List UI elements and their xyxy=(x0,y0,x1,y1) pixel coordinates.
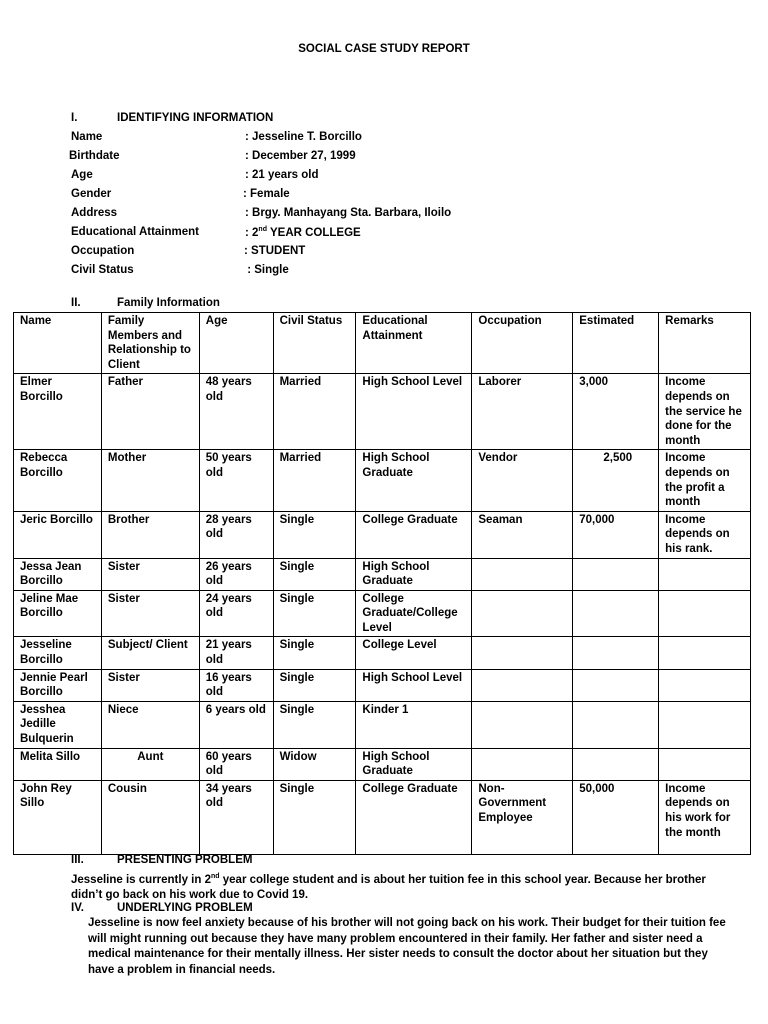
table-row xyxy=(14,780,751,854)
cell-remarks xyxy=(659,558,751,590)
cell-name: Jesshea Jedille Bulquerin xyxy=(14,701,102,748)
cell-relation: Cousin xyxy=(101,780,199,854)
cell-estimated xyxy=(573,748,659,780)
cell-education: High School Graduate xyxy=(356,748,472,780)
cell-name: Jessa Jean Borcillo xyxy=(14,558,102,590)
field-label: Birthdate xyxy=(69,150,120,162)
cell-estimated: 3,000 xyxy=(573,374,659,450)
cell-education: College Graduate xyxy=(356,511,472,558)
field-label: Educational Attainment xyxy=(71,226,199,238)
field-label: Age xyxy=(71,169,93,181)
cell-education: High School Graduate xyxy=(356,558,472,590)
cell-education: College Graduate xyxy=(356,780,472,854)
cell-remarks xyxy=(659,590,751,637)
field-value: : 2nd YEAR COLLEGE xyxy=(245,226,361,239)
cell-remarks: Income depends on his rank. xyxy=(659,511,751,558)
cell-age: 60 years old xyxy=(199,748,273,780)
cell-relation: Mother xyxy=(101,450,199,511)
field-label: Occupation xyxy=(71,245,135,257)
family-information-table xyxy=(13,312,751,855)
table-row xyxy=(14,701,751,748)
cell-relation: Sister xyxy=(101,669,199,701)
cell-education: High School Level xyxy=(356,374,472,450)
cell-relation: Father xyxy=(101,374,199,450)
cell-relation: Sister xyxy=(101,558,199,590)
field-label: Address xyxy=(71,207,118,219)
section-title: UNDERLYING PROBLEM xyxy=(117,902,253,914)
cell-relation: Subject/ Client xyxy=(101,637,199,669)
section-title: IDENTIFYING INFORMATION xyxy=(117,112,274,124)
cell-name: Jesseline Borcillo xyxy=(14,637,102,669)
cell-name: Elmer Borcillo xyxy=(14,374,102,450)
table-row xyxy=(14,558,751,590)
field-label: Civil Status xyxy=(71,264,134,276)
cell-civil-status: Single xyxy=(273,780,356,854)
cell-estimated: 2,500 xyxy=(573,450,659,511)
cell-estimated: 70,000 xyxy=(573,511,659,558)
field-label: Gender xyxy=(71,188,112,200)
header-cell: Remarks xyxy=(659,313,751,374)
cell-estimated xyxy=(573,558,659,590)
header-cell: Estimated xyxy=(573,313,659,374)
field-value: : 21 years old xyxy=(245,169,319,181)
cell-civil-status: Single xyxy=(273,637,356,669)
report-title: SOCIAL CASE STUDY REPORT xyxy=(298,43,470,55)
cell-age: 16 years old xyxy=(199,669,273,701)
field-value: : Brgy. Manhayang Sta. Barbara, Iloilo xyxy=(245,207,452,219)
section-number: II. xyxy=(71,297,81,309)
cell-education: High School Graduate xyxy=(356,450,472,511)
cell-name: John Rey Sillo xyxy=(14,780,102,854)
table-row xyxy=(14,637,751,669)
field-value: : Single xyxy=(244,264,289,276)
cell-relation: Niece xyxy=(101,701,199,748)
cell-name: Melita Sillo xyxy=(14,748,102,780)
cell-relation: Aunt xyxy=(101,748,199,780)
cell-civil-status: Single xyxy=(273,701,356,748)
section-number: III. xyxy=(71,854,84,866)
cell-education: High School Level xyxy=(356,669,472,701)
cell-relation: Brother xyxy=(101,511,199,558)
field-value: : STUDENT xyxy=(244,245,306,257)
section-number: IV. xyxy=(71,902,85,914)
cell-name: Rebecca Borcillo xyxy=(14,450,102,511)
header-cell: Civil Status xyxy=(273,313,356,374)
header-cell: Name xyxy=(14,313,102,374)
field-label: Name xyxy=(71,131,103,143)
cell-estimated xyxy=(573,669,659,701)
section-title: Family Information xyxy=(117,297,220,309)
header-cell: Family Members and Relationship to Client xyxy=(101,313,199,374)
cell-remarks xyxy=(659,669,751,701)
field-value: : Jesseline T. Borcillo xyxy=(245,131,362,143)
cell-occupation: Vendor xyxy=(472,450,573,511)
cell-civil-status: Married xyxy=(273,374,356,450)
cell-remarks: Income depends on his work for the month xyxy=(659,780,751,854)
presenting-problem-text: Jesseline is currently in 2nd year college student and is about her tuition fee in this school year. Because her brother didn’t go back on his work due to Covid 19. xyxy=(71,873,706,902)
table-row xyxy=(14,669,751,701)
table-row xyxy=(14,374,751,450)
cell-remarks: Income depends on the service he done for the month xyxy=(659,374,751,450)
cell-civil-status: Single xyxy=(273,590,356,637)
cell-education: Kinder 1 xyxy=(356,701,472,748)
header-cell: Educational Attainment xyxy=(356,313,472,374)
cell-civil-status: Married xyxy=(273,450,356,511)
cell-remarks xyxy=(659,637,751,669)
cell-estimated xyxy=(573,637,659,669)
table-row xyxy=(14,450,751,511)
cell-name: Jeric Borcillo xyxy=(14,511,102,558)
cell-education: College Graduate/College Level xyxy=(356,590,472,637)
cell-name: Jeline Mae Borcillo xyxy=(14,590,102,637)
cell-occupation xyxy=(472,558,573,590)
cell-age: 34 years old xyxy=(199,780,273,854)
cell-age: 26 years old xyxy=(199,558,273,590)
cell-age: 6 years old xyxy=(199,701,273,748)
cell-education: College Level xyxy=(356,637,472,669)
underlying-problem-text: Jesseline is now feel anxiety because of his brother will not going back on his work. Their budget for their tuition fee will might running out because they have many problem encountered in their family. Her father and sister need a medical maintenance for their mentally illness. Her sister needs to consult the doctor about her situation but they have a problem in financial needs. xyxy=(88,917,726,976)
cell-occupation: Seaman xyxy=(472,511,573,558)
cell-occupation xyxy=(472,748,573,780)
table-row xyxy=(14,748,751,780)
cell-relation: Sister xyxy=(101,590,199,637)
header-cell: Occupation xyxy=(472,313,573,374)
cell-remarks xyxy=(659,748,751,780)
field-value: : Female xyxy=(243,188,290,200)
cell-age: 48 years old xyxy=(199,374,273,450)
section-title: PRESENTING PROBLEM xyxy=(117,854,253,866)
section-number: I. xyxy=(71,112,78,124)
cell-civil-status: Single xyxy=(273,558,356,590)
cell-age: 50 years old xyxy=(199,450,273,511)
cell-civil-status: Single xyxy=(273,511,356,558)
cell-estimated: 50,000 xyxy=(573,780,659,854)
cell-occupation: Non-Government Employee xyxy=(472,780,573,854)
cell-occupation: Laborer xyxy=(472,374,573,450)
cell-occupation xyxy=(472,590,573,637)
cell-civil-status: Single xyxy=(273,669,356,701)
cell-estimated xyxy=(573,701,659,748)
table-header-row xyxy=(14,313,751,374)
cell-age: 24 years old xyxy=(199,590,273,637)
table-row xyxy=(14,590,751,637)
cell-estimated xyxy=(573,590,659,637)
cell-occupation xyxy=(472,637,573,669)
cell-occupation xyxy=(472,701,573,748)
cell-civil-status: Widow xyxy=(273,748,356,780)
cell-name: Jennie Pearl Borcillo xyxy=(14,669,102,701)
cell-age: 21 years old xyxy=(199,637,273,669)
field-value: : December 27, 1999 xyxy=(245,150,356,162)
header-cell: Age xyxy=(199,313,273,374)
cell-remarks xyxy=(659,701,751,748)
table-row xyxy=(14,511,751,558)
cell-age: 28 years old xyxy=(199,511,273,558)
cell-occupation xyxy=(472,669,573,701)
cell-remarks: Income depends on the profit a month xyxy=(659,450,751,511)
